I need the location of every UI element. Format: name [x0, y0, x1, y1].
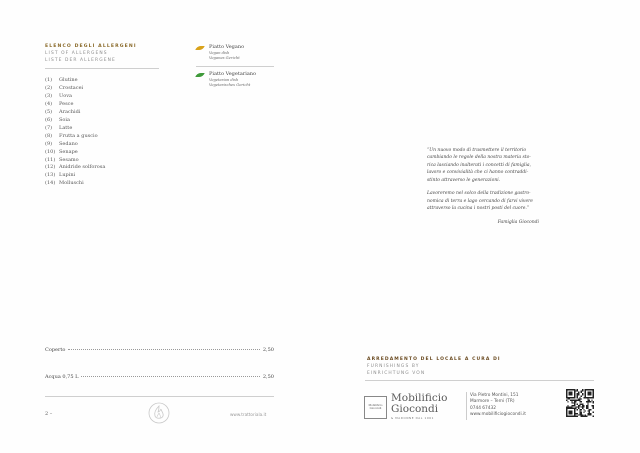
price-row-cover — [45, 347, 274, 353]
allergen-name: Pesce — [59, 100, 74, 107]
allergen-title-de: LISTE DER ALLERGENE — [45, 58, 116, 63]
allergen-name: Latte — [59, 124, 73, 131]
allergen-name: Glutine — [59, 77, 78, 83]
quote-signature: Famiglia Giocondi — [497, 219, 539, 225]
price-label: Coperto — [45, 347, 66, 353]
allergen-name: Senape — [59, 148, 78, 155]
vegan-label-en: Vegan dish — [209, 51, 230, 55]
logo-separator — [466, 392, 467, 420]
allergen-title: ELENCO DEGLI ALLERGENI — [45, 44, 137, 49]
allergen-item — [45, 109, 105, 117]
dot-leader — [68, 349, 259, 350]
allergen-number: (14) — [45, 180, 56, 187]
flame-logo-icon — [148, 402, 170, 424]
allergen-name: Sedano — [59, 140, 78, 147]
allergen-item — [45, 180, 105, 188]
quote-paragraph-2: Lavoreremo nel solco della tradizione gastro- nomica di terra e lago cercando di farvi vivere attraverso la cucina i nostri posti del cuore.” — [427, 191, 533, 212]
vegetarian-label: Piatto Vegetariano — [209, 71, 257, 77]
allergen-number: (8) — [45, 132, 53, 139]
price-value: 2,50 — [262, 374, 274, 380]
price-divider — [45, 396, 274, 397]
brand-name-line2: Giocondi — [391, 403, 439, 415]
furnishing-title-de: EINRICHTUNG VON — [367, 371, 426, 376]
allergen-item — [45, 125, 105, 133]
allergen-list — [45, 77, 105, 188]
allergen-name: Sesamo — [59, 156, 79, 163]
allergen-number: (13) — [45, 172, 56, 179]
allergen-number: (5) — [45, 108, 53, 115]
allergen-name: Lupini — [59, 172, 76, 179]
allergen-item — [45, 85, 105, 93]
allergen-item — [45, 149, 105, 157]
allergen-name: Soia — [59, 116, 71, 123]
allergen-name: Uova — [59, 92, 73, 99]
address: Via Pietro Montini, 151 — [470, 393, 519, 398]
allergen-divider — [45, 68, 159, 69]
allergen-title-en: LIST OF ALLERGENS — [45, 51, 108, 56]
allergen-item — [45, 117, 105, 125]
dot-leader — [81, 376, 259, 377]
vegetarian-label-en: Vegetarian dish — [209, 78, 239, 82]
legend-divider — [196, 66, 274, 67]
allergen-name: Anidride solforosa — [59, 164, 106, 171]
allergen-name: Arachidi — [59, 108, 81, 115]
furnishing-title-en: FURNISHINGS BY — [367, 364, 420, 369]
logo-box-text: Mobilificio Giocondi — [368, 404, 383, 411]
price-label: Acqua 0,75 L — [45, 374, 79, 380]
allergen-number: (4) — [45, 100, 53, 107]
vegan-leaf-icon — [195, 46, 204, 50]
phone[interactable]: 0744 67432 — [470, 405, 496, 411]
allergen-name: Molluschi — [59, 180, 84, 187]
allergen-number: (9) — [45, 140, 53, 147]
city: Marmore – Terni (TR) — [470, 399, 515, 405]
quote-paragraph-1: “Un nuovo modo di trasmettere il territorio cambiando le regole della nostra materia sto- rica lasciando inalterati i concetti di famiglia, lavoro e convivialità che ci hanno contraddi- stinto attraverso le generazioni. — [427, 148, 532, 183]
page-number: 2 – — [45, 411, 53, 417]
allergen-number: (11) — [45, 156, 56, 163]
allergen-number: (6) — [45, 116, 53, 123]
brand-name-line1: Mobilificio — [391, 392, 448, 404]
allergen-name: Frutta a guscio — [59, 132, 98, 139]
furnishing-title: ARREDAMENTO DEL LOCALE A CURA DI — [367, 357, 501, 362]
brand-tagline: & MADONNE DAL 1961 — [391, 416, 434, 420]
allergen-number: (12) — [45, 164, 56, 171]
vegan-label-de: Veganes Gericht — [209, 56, 240, 60]
mobilificio-logo — [364, 391, 464, 423]
price-row-water — [45, 374, 274, 380]
allergen-item — [45, 77, 105, 85]
family-quote — [427, 147, 539, 226]
allergen-number: (7) — [45, 124, 53, 131]
allergen-name: Crostacei — [59, 84, 84, 91]
allergen-item — [45, 133, 105, 141]
vegetarian-leaf-icon — [195, 73, 204, 77]
vegan-label: Piatto Vegano — [209, 44, 245, 50]
allergen-number: (10) — [45, 148, 56, 155]
qr-code-icon[interactable] — [566, 389, 594, 417]
allergen-item — [45, 141, 105, 149]
allergen-item — [45, 93, 105, 101]
furnishing-divider — [365, 380, 594, 381]
allergen-number: (1) — [45, 77, 53, 83]
price-value: 2,50 — [262, 347, 274, 353]
allergen-number: (2) — [45, 84, 53, 91]
logo-box — [364, 396, 387, 419]
contact-block — [470, 393, 526, 419]
allergen-item — [45, 101, 105, 109]
website-link[interactable]: www.mobilificiogiocondi.it — [470, 412, 526, 418]
vegetarian-label-de: Vegetarisches Gericht — [209, 83, 251, 87]
allergen-number: (3) — [45, 92, 53, 99]
footer-website[interactable]: www.trattoriala.it — [230, 412, 267, 417]
